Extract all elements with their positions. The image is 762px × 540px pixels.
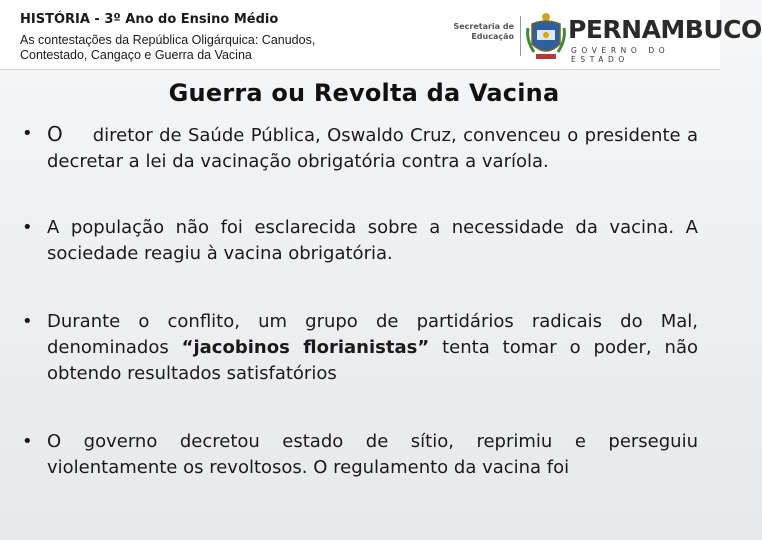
government-logo xyxy=(452,8,762,64)
bullet-list xyxy=(22,121,698,523)
bullet-item xyxy=(22,215,698,267)
state-subtitle: GOVERNO DO ESTADO xyxy=(571,46,670,64)
course-subtitle: As contestações da República Oligárquica: Canudos, Contestado, Cangaço e Guerra da Vacina xyxy=(20,33,316,62)
bullet-text-after: tenta tomar o poder, não obtendo resultados satisfatórios xyxy=(47,337,698,384)
bullet-dot-icon: • xyxy=(22,431,33,452)
bullet-text: O governo decretou estado de sítio, reprimiu e perseguiu violentamente os revoltosos. O regulamento da vacina foi xyxy=(47,431,698,478)
bullet-bold-term: “jacobinos florianistas” xyxy=(181,337,430,358)
state-name: PERNAMBUCO xyxy=(568,15,762,44)
bullet-text: A população não foi esclarecida sobre a necessidade da vacina. A sociedade reagiu à vacina obrigatória. xyxy=(47,217,698,264)
bullet-text: diretor de Saúde Pública, Oswaldo Cruz, convenceu o presidente a decretar a lei da vacinação obrigatória contra a varíola. xyxy=(47,125,698,172)
slide-header xyxy=(0,0,762,70)
bullet-text-before: Durante o conflito, um grupo de partidários radicais do Mal, denominados xyxy=(47,311,698,358)
bullet-item xyxy=(22,429,698,481)
slide-title: Guerra ou Revolta da Vacina xyxy=(168,79,560,107)
bullet-dot-icon: • xyxy=(22,311,33,332)
coat-of-arms-icon xyxy=(524,10,568,62)
bullet-dot-icon: • xyxy=(22,123,33,144)
secretaria-label: Secretaria de Educação xyxy=(453,22,514,41)
bullet-item xyxy=(22,309,698,387)
logo-divider xyxy=(520,16,521,56)
course-title: HISTÓRIA - 3º Ano do Ensino Médio xyxy=(20,12,279,27)
bullet-item xyxy=(22,121,698,175)
bullet-lead-word: O xyxy=(47,122,63,146)
bullet-dot-icon: • xyxy=(22,217,33,238)
